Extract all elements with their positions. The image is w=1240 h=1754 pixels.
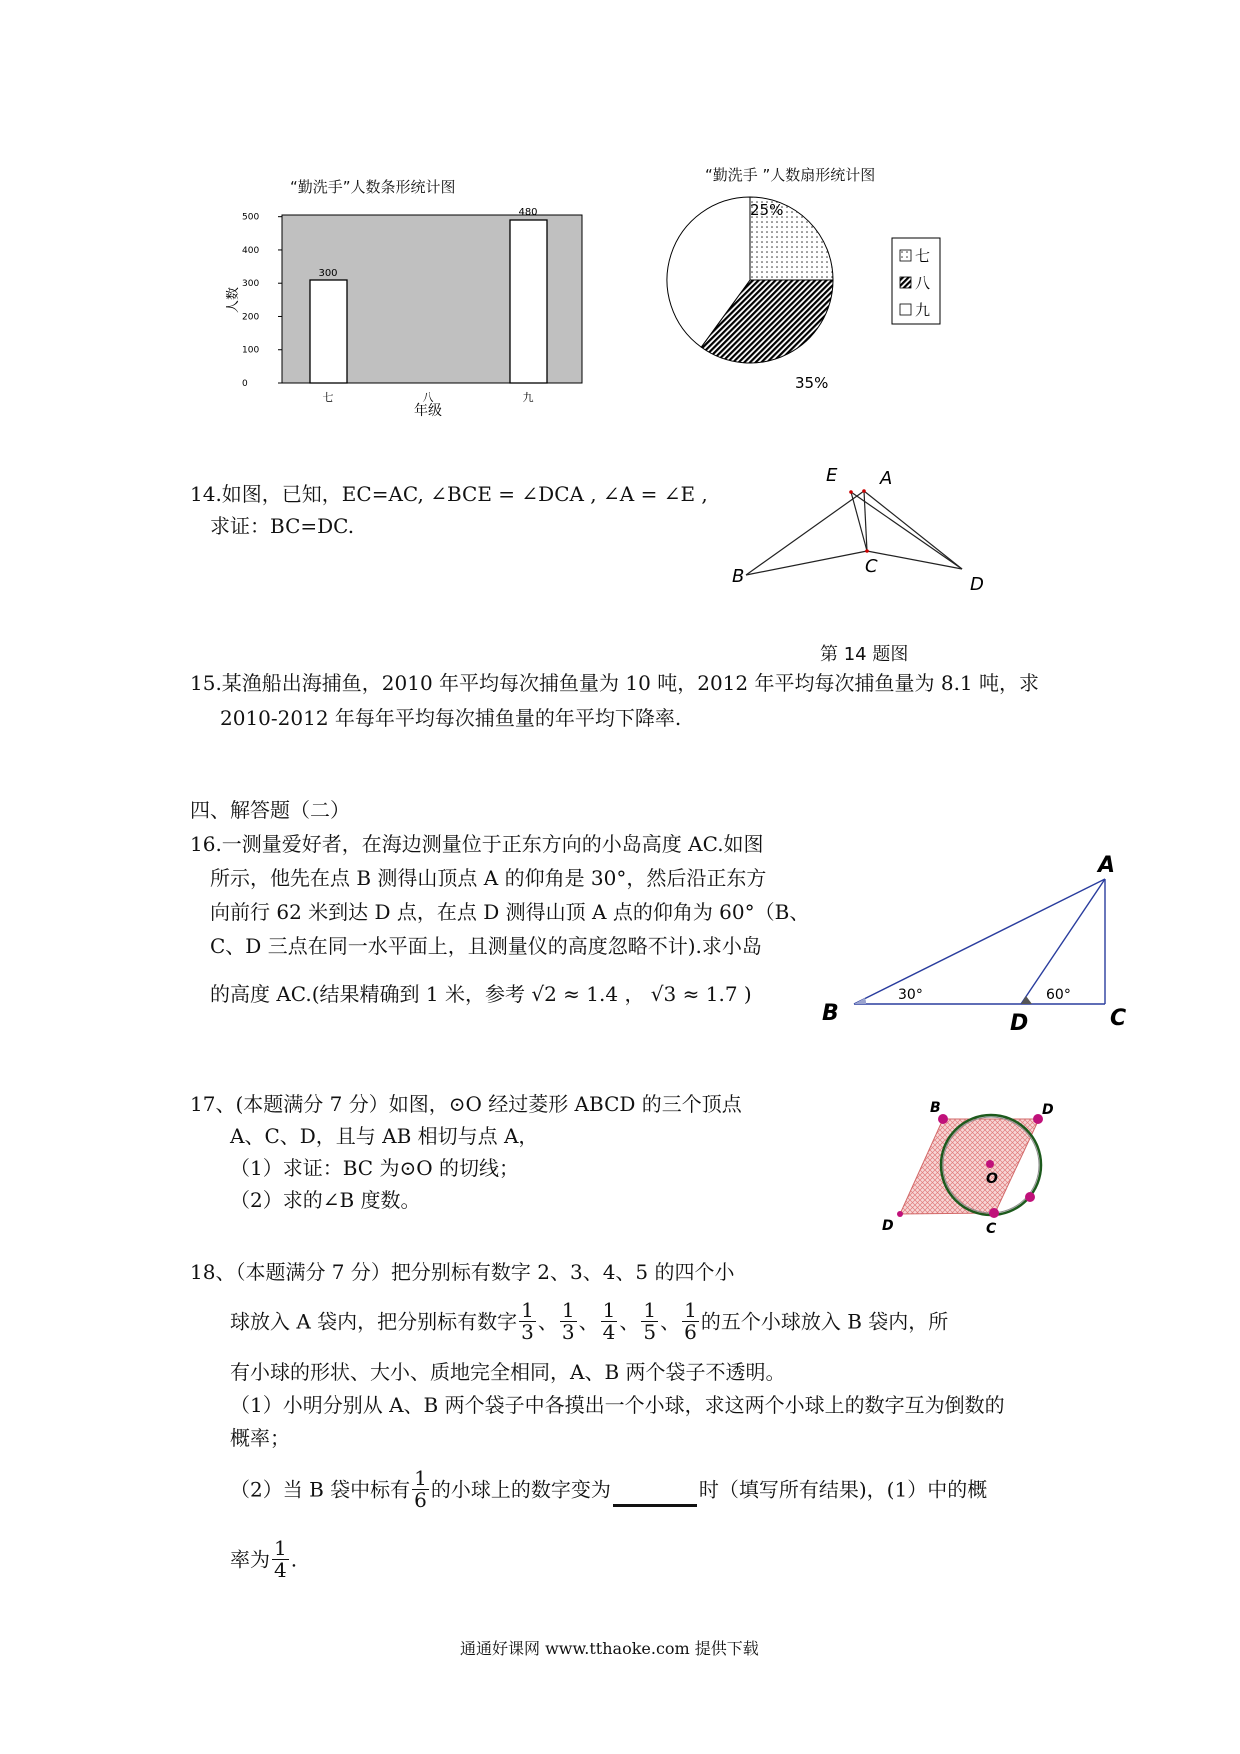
pie-legend-swatch-jiu <box>900 304 911 315</box>
bar-y-tick-label: 500 <box>242 212 260 223</box>
pie-legend-label-qi: 七 <box>915 247 931 265</box>
q15-line2: 2010-2012 年每年平均每次捕鱼量的年平均下降率. <box>220 706 682 730</box>
q17-label-C: C <box>986 1221 997 1237</box>
bar-y-tick-label: 400 <box>242 245 260 256</box>
bar-y-tick-label: 100 <box>242 345 260 356</box>
q18-line5: 概率； <box>230 1426 290 1450</box>
q18-line6 <box>230 1468 987 1511</box>
q18-frac-3: $\frac{1}{4}$ <box>602 1298 616 1344</box>
pie-legend-label-jiu: 九 <box>915 301 931 319</box>
q17-line1: 17、(本题满分 7 分）如图，⊙O 经过菱形 ABCD 的三个顶点 <box>190 1092 742 1116</box>
q18-line4: （1）小明分别从 A、B 两个袋子中各摸出一个小球，求这两个小球上的数字互为倒数的 <box>230 1393 1005 1417</box>
q18-frac-line7: $\frac{1}{4}$ <box>274 1536 287 1582</box>
q17-label-D-bottom: D <box>882 1218 894 1234</box>
q17-line2: A、C、D，且与 AB 相切与点 A， <box>230 1124 539 1148</box>
bar-value-label-qi: 300 <box>318 268 338 279</box>
q18-line7 <box>230 1538 297 1581</box>
bar-chart-title: “勤洗手”人数条形统计图 <box>290 178 456 196</box>
q18-frac-line6: $\frac{1}{6}$ <box>414 1466 427 1512</box>
q18-answer-blank[interactable] <box>613 1504 697 1507</box>
bar-value-label-jiu: 480 <box>518 207 538 218</box>
bar-y-tick-label: 200 <box>242 312 260 323</box>
q16-line2: 所示，他先在点 B 测得山顶点 A 的仰角是 30°，然后沿正东方 <box>210 866 767 890</box>
q18-frac-5: $\frac{1}{6}$ <box>684 1298 697 1344</box>
q16-label-C: C <box>1110 1006 1127 1031</box>
pie-label-35: 35% <box>795 374 829 392</box>
q18-frac-2: $\frac{1}{3}$ <box>561 1298 575 1344</box>
q14-figure-caption: 第 14 题图 <box>820 644 909 665</box>
pie-chart-title: “勤洗手 ”人数扇形统计图 <box>705 166 876 184</box>
bar-x-axis-label: 年级 <box>414 403 442 419</box>
bar-y-tick-label: 300 <box>242 279 260 290</box>
pie-legend-swatch-ba <box>900 277 911 288</box>
q14-figure <box>730 455 1000 605</box>
q14-label-E: E <box>826 465 838 486</box>
q16-line4: C、D 三点在同一水平面上，且测量仪的高度忽略不计).求小岛 <box>210 934 762 958</box>
pie-legend-label-ba: 八 <box>915 274 931 292</box>
q18-line6-pre: （2）当 B 袋中标有 <box>230 1477 411 1502</box>
q14-line2: 求证：BC=DC. <box>210 514 355 538</box>
section4-heading: 四、解答题（二） <box>190 798 350 822</box>
q16-angle-30: 30° <box>898 987 923 1003</box>
q18-line2: 球放入 A 袋内，把分别标有数字 $\frac{1}{3}$ 、 $\frac{1}{3}$ 、 $\frac{1}{4}$ 、 $\frac{1}{5}$ 、 $\frac{1}{6}$ 的五个小球放入 B 袋内，所 <box>230 1298 949 1344</box>
q16-angle-60: 60° <box>1046 987 1071 1003</box>
q18-line1: 18、（本题满分 7 分）把分别标有数字 2、3、4、5 的四个小 <box>190 1260 735 1284</box>
q16-figure <box>810 840 1150 1040</box>
bar-cat-label-ba: 八 <box>422 391 434 404</box>
bar-y-axis-label: 人数 <box>226 286 241 314</box>
q16-label-B: B <box>822 1001 839 1026</box>
q17-line3: （1）求证：BC 为⊙O 的切线； <box>230 1156 519 1180</box>
q18-line2-post: 的五个小球放入 B 袋内，所 <box>700 1309 949 1334</box>
q18-line6-mid: 的小球上的数字变为 <box>430 1477 611 1502</box>
footer-text: 通通好课网 www.tthaoke.com 提供下载 <box>460 1639 759 1658</box>
q14-label-D: D <box>970 574 984 595</box>
q17-line4: （2）求的∠B 度数。 <box>230 1188 421 1212</box>
q18-frac-4: $\frac{1}{5}$ <box>643 1298 657 1344</box>
q14-line1: 14.如图，已知，EC=AC, ∠BCE = ∠DCA , ∠A = ∠E , <box>190 482 708 506</box>
q17-label-O: O <box>986 1171 998 1187</box>
pie-label-25: 25% <box>750 201 784 219</box>
q17-figure <box>870 1090 1070 1250</box>
q18-line7-pre: 率为 <box>230 1547 270 1572</box>
q18-line6-post: 时（填写所有结果)，(1）中的概 <box>698 1477 988 1502</box>
bar-cat-label-qi: 七 <box>322 391 334 404</box>
q16-line3: 向前行 62 米到达 D 点，在点 D 测得山顶 A 点的仰角为 60°（B、 <box>210 900 810 924</box>
bar-qi <box>310 280 347 383</box>
pie-legend-swatch-qi <box>900 250 911 261</box>
bar-cat-label-jiu: 九 <box>522 391 534 404</box>
q16-line1: 16.一测量爱好者，在海边测量位于正东方向的小岛高度 AC.如图 <box>190 832 764 856</box>
pie-chart <box>660 185 960 400</box>
q16-label-D: D <box>1010 1011 1029 1036</box>
q14-label-B: B <box>732 566 745 587</box>
bar-jiu <box>510 220 547 383</box>
q18-line3: 有小球的形状、大小、质地完全相同，A、B 两个袋子不透明。 <box>230 1360 786 1384</box>
q14-label-C: C <box>865 556 878 577</box>
q16-line5: 的高度 AC.(结果精确到 1 米，参考 √2 ≈ 1.4 ， √3 ≈ 1.7 ) <box>210 982 752 1006</box>
q18-line7-post: . <box>290 1547 298 1572</box>
q14-label-A: A <box>880 468 893 489</box>
bar-chart <box>200 180 590 425</box>
q17-label-D-top: D <box>1042 1102 1054 1118</box>
q16-label-A: A <box>1098 853 1116 878</box>
q18-frac-1: $\frac{1}{3}$ <box>521 1298 534 1344</box>
q15-line1: 15.某渔船出海捕鱼，2010 年平均每次捕鱼量为 10 吨，2012 年平均每次捕鱼量为 8.1 吨，求 <box>190 671 1040 695</box>
bar-y-tick-label: 0 <box>242 379 248 389</box>
q18-line2-pre: 球放入 A 袋内，把分别标有数字 <box>230 1309 518 1334</box>
q17-label-B: B <box>930 1100 941 1116</box>
